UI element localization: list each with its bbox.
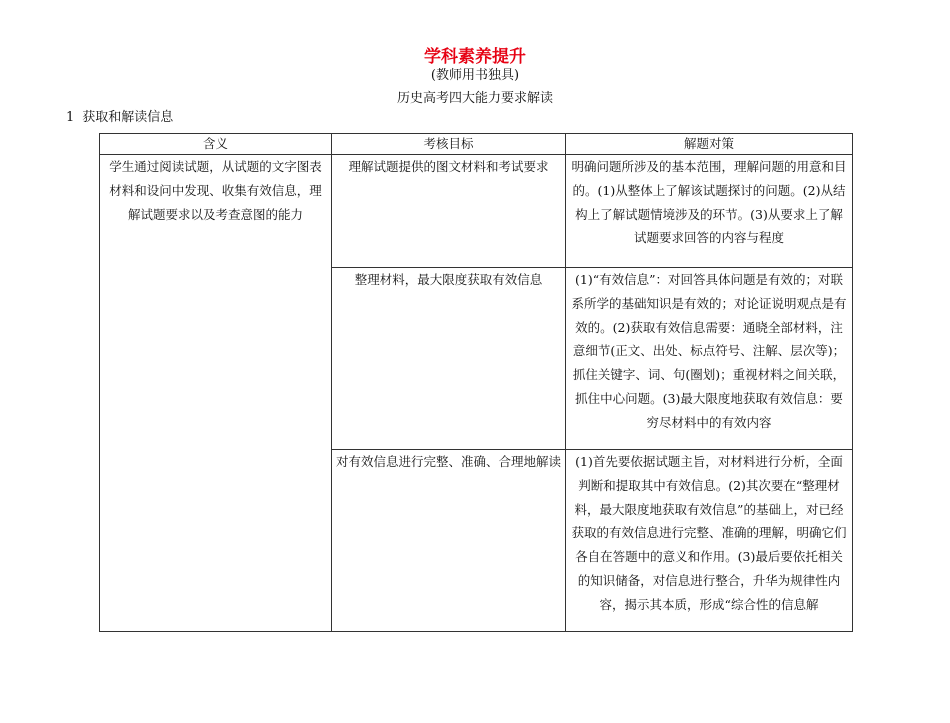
strategy-cell: (1)首先要依据试题主旨，对材料进行分析，全面判断和提取其中有效信息。(2)其次要在“整理材料，最大限度地获取有效信息”的基础上，对已经获取的有效信息进行完整、准确的理解，明确它们各自在答题中的意义和作用。(3)最后要依托相关的知识储备，对信息进行整合，升华为规律性内容，揭示其本质，形成“综合性的信息解 xyxy=(566,450,853,632)
table-header-row xyxy=(100,134,853,155)
goal-cell: 理解试题提供的图文材料和考试要求 xyxy=(332,155,566,268)
strategy-cell: (1)“有效信息”：对回答具体问题是有效的；对联系所学的基础知识是有效的；对论证说明观点是有效的。(2)获取有效信息需要：通晓全部材料，注意细节(正文、出处、标点符号、注解、层次等)；抓住关键字、词、句(圈划)；重视材料之间关联，抓住中心问题。(3)最大限度地获取有效信息：要穷尽材料中的有效内容 xyxy=(566,268,853,450)
column-header-meaning: 含义 xyxy=(100,134,332,155)
section-heading xyxy=(66,109,173,127)
page-title: 学科素养提升 xyxy=(424,47,526,67)
goal-cell: 对有效信息进行完整、准确、合理地解读 xyxy=(332,450,566,632)
requirements-table xyxy=(99,133,853,632)
table-row xyxy=(100,155,853,268)
column-header-strategy: 解题对策 xyxy=(566,134,853,155)
section-number: 1 xyxy=(66,110,75,125)
goal-cell: 整理材料，最大限度获取有效信息 xyxy=(332,268,566,450)
page-subtitle: 历史高考四大能力要求解读 xyxy=(396,91,553,106)
page-note: (教师用书独具) xyxy=(430,68,520,83)
meaning-cell: 学生通过阅读试题，从试题的文字图表材料和设问中发现、收集有效信息，理解试题要求以及考查意图的能力 xyxy=(100,155,332,632)
section-heading-text: 获取和解读信息 xyxy=(82,110,174,125)
column-header-goal: 考核目标 xyxy=(332,134,566,155)
strategy-cell: 明确问题所涉及的基本范围，理解问题的用意和目的。(1)从整体上了解该试题探讨的问题。(2)从结构上了解试题情境涉及的环节。(3)从要求上了解试题要求回答的内容与程度 xyxy=(566,155,853,268)
